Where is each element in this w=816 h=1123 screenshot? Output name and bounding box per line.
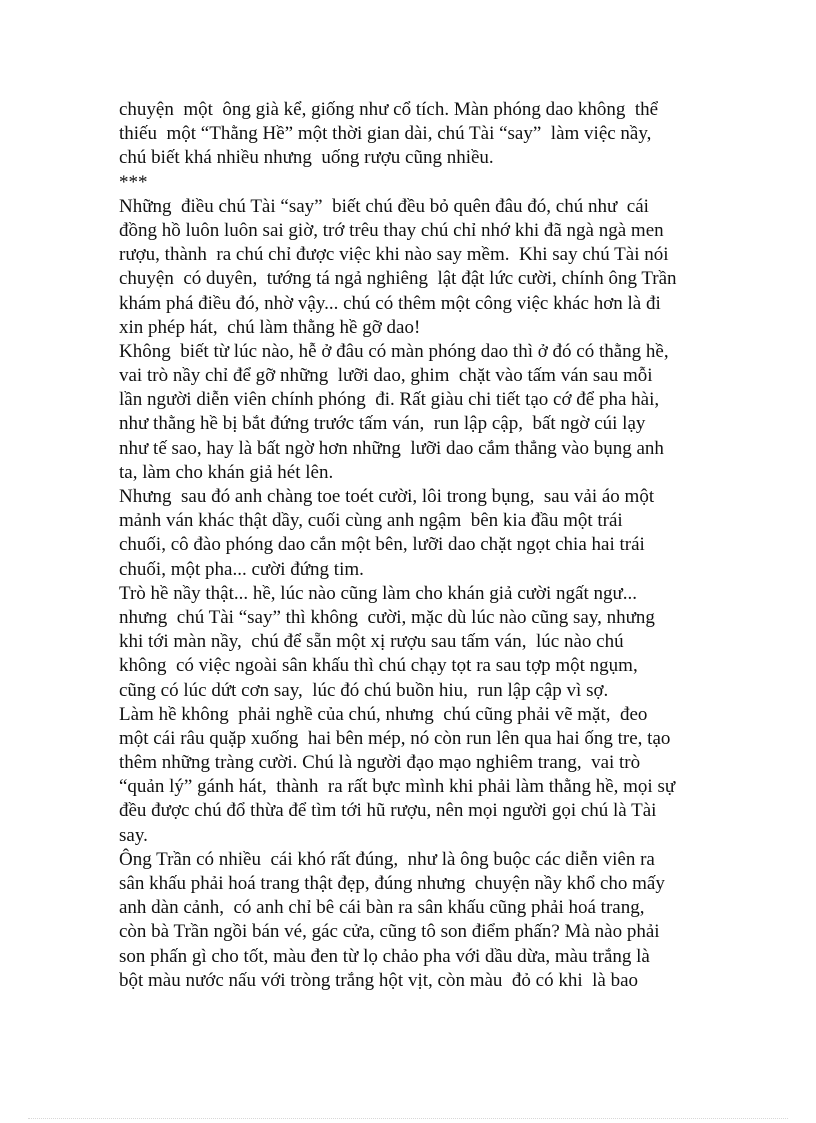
text-line: chuối, một pha... cười đứng tim.	[119, 558, 364, 580]
text-line: thêm những tràng cười. Chú là người đạo mạo nghiêm trang, vai trò	[119, 752, 641, 774]
text-line: thiếu một “Thằng Hề” một thời gian dài, chú Tài “say” làm việc nầy,	[119, 123, 652, 145]
text-line: Ông Trần có nhiều cái khó rất đúng, như là ông buộc các diễn viên ra	[119, 848, 655, 870]
text-line: son phấn gì cho tốt, màu đen từ lọ chảo pha với dầu dừa, màu trắng là	[119, 945, 650, 967]
body-text	[119, 98, 699, 993]
text-line: chuyện có duyên, tướng tá ngả nghiêng lật đật lức cười, chính ông Trần	[119, 268, 677, 290]
text-line: Trò hề nầy thật... hề, lúc nào cũng làm cho khán giả cười ngất ngư...	[119, 582, 638, 604]
text-line: mảnh ván khác thật dầy, cuối cùng anh ngậm bên kia đầu một trái	[119, 510, 623, 532]
text-line: lần người diễn viên chính phóng đi. Rất giàu chi tiết tạo cớ để pha hài,	[119, 389, 660, 411]
text-line: chuối, cô đào phóng dao cắn một bên, lưỡi dao chặt ngọt chia hai trái	[119, 534, 645, 556]
text-line: say.	[119, 824, 148, 846]
text-line: bột màu nước nấu với tròng trắng hột vịt, còn màu đỏ có khi là bao	[119, 969, 639, 991]
text-line: cũng có lúc dứt cơn say, lúc đó chú buồn hiu, run lập cập vì sợ.	[119, 679, 609, 701]
text-line: Nhưng sau đó anh chàng toe toét cười, lôi trong bụng, sau vải áo một	[119, 486, 655, 507]
text-line: như thằng hề bị bắt đứng trước tấm ván, run lập cập, bất ngờ cúi lạy	[119, 413, 646, 435]
text-line: Những điều chú Tài “say” biết chú đều bỏ quên đâu đó, chú như cái	[119, 195, 649, 217]
text-line: rượu, thành ra chú chỉ được việc khi nào say mềm. Khi say chú Tài nói	[119, 244, 669, 266]
text-line: khi tới màn nầy, chú để sẵn một xị rượu sau tấm ván, lúc nào chú	[119, 631, 624, 653]
text-line: khám phá điều đó, nhờ vậy... chú có thêm một công việc khác hơn là đi	[119, 292, 661, 314]
text-line: chú biết khá nhiều nhưng uống rượu cũng nhiều.	[119, 147, 494, 169]
text-line: ta, làm cho khán giả hét lên.	[119, 461, 334, 483]
text-line: như tế sao, hay là bất ngờ hơn những lưỡi dao cắm thẳng vào bụng anh	[119, 437, 664, 459]
text-line: không có việc ngoài sân khấu thì chú chạy tọt ra sau tợp một ngụm,	[119, 655, 638, 677]
text-line: sân khấu phải hoá trang thật đẹp, đúng nhưng chuyện nầy khổ cho mấy	[119, 873, 665, 894]
text-line: còn bà Trần ngồi bán vé, gác cửa, cũng tô son điểm phấn? Mà nào phải	[119, 921, 660, 943]
text-line: Không biết từ lúc nào, hễ ở đâu có màn phóng dao thì ở đó có thằng hề,	[119, 340, 669, 362]
text-line: đồng hồ luôn luôn sai giờ, trớ trêu thay chú chỉ nhớ khi đã ngà ngà men	[119, 219, 664, 241]
text-line: “quản lý” gánh hát, thành ra rất bực mình khi phải làm thằng hề, mọi sự	[119, 776, 676, 798]
text-line: một cái râu quặp xuống hai bên mép, nó còn run lên qua hai ống tre, tạo	[119, 727, 671, 749]
text-line: Làm hề không phải nghề của chú, nhưng chú cũng phải vẽ mặt, đeo	[119, 703, 648, 725]
text-line: xin phép hát, chú làm thằng hề gỡ dao!	[119, 316, 421, 338]
text-line: anh dàn cảnh, có anh chỉ bê cái bàn ra sân khấu cũng phải hoá trang,	[119, 897, 645, 919]
page-bottom-rule	[28, 1118, 788, 1119]
text-line: ***	[119, 171, 148, 193]
text-line: nhưng chú Tài “say” thì không cười, mặc dù lúc nào cũng say, nhưng	[119, 606, 655, 628]
text-line: chuyện một ông già kể, giống như cổ tích. Màn phóng dao không thể	[119, 99, 659, 120]
text-line: vai trò nầy chỉ để gỡ những lưỡi dao, ghim chặt vào tấm ván sau mỗi	[119, 365, 653, 387]
text-line: đều được chú đổ thừa để tìm tới hũ rượu, nên mọi người gọi chú là Tài	[119, 800, 657, 822]
